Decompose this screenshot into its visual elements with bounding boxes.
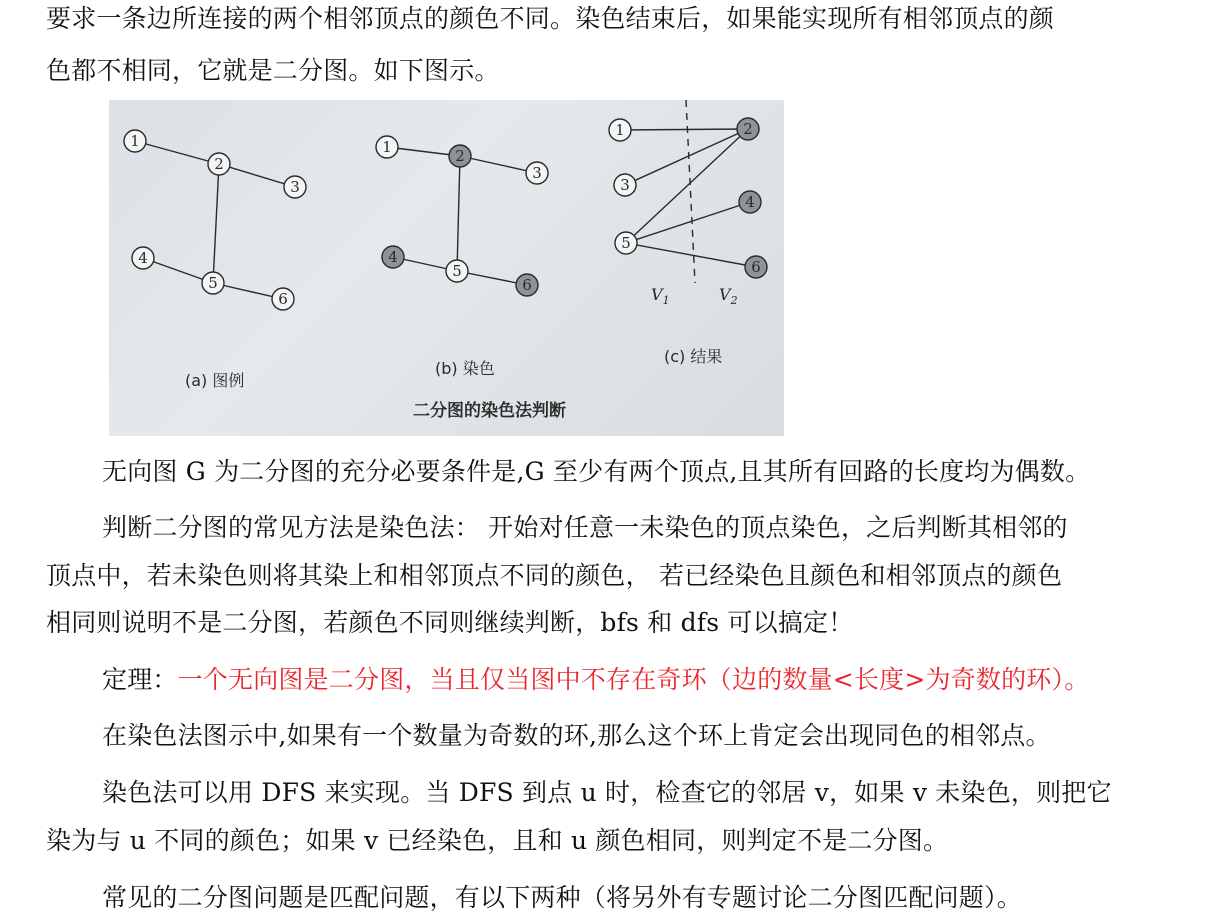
edge-c-1-2 [620,129,748,130]
paragraph-6-line-2: 染为与 u 不同的颜色；如果 v 已经染色，且和 u 颜色相同，则判定不是二分图。 [46,826,949,855]
edge-b-2-5 [457,156,460,271]
svg-text:2: 2 [214,155,224,173]
paragraph-3-line-1: 判断二分图的常见方法是染色法： 开始对任意一未染色的顶点染色，之后判断其相邻的 [102,513,1068,542]
vertex-c-3 [614,174,636,196]
vertex-b-5 [446,260,468,282]
svg-text:6: 6 [522,276,532,294]
paragraph-5: 在染色法图示中,如果有一个数量为奇数的环,那么这个环上肯定会出现同色的相邻点。 [102,721,1051,750]
svg-text:3: 3 [620,176,630,194]
vertex-a-4 [132,247,154,269]
svg-text:4: 4 [138,249,148,267]
svg-text:5: 5 [208,274,218,292]
figure-graphics [109,100,784,436]
partition-label-v2: $V_2$ [719,285,738,307]
figure-caption: 二分图的染色法判断 [413,401,566,421]
edge-c-5-2 [626,129,748,243]
svg-text:5: 5 [452,262,462,280]
paragraph-2: 无向图 G 为二分图的充分必要条件是,G 至少有两个顶点,且其所有回路的长度均为偶数。 [102,457,1091,486]
vertex-a-5 [202,272,224,294]
paragraph-4-theorem [102,664,1089,696]
vertex-c-2 [737,118,759,140]
partition-label-v1: $V_1$ [651,285,670,307]
svg-text:4: 4 [388,248,398,266]
vertex-c-5 [615,232,637,254]
paragraph-6-line-1: 染色法可以用 DFS 来实现。当 DFS 到点 u 时，检查它的邻居 v，如果 v 未染色，则把它 [102,778,1112,807]
vertex-b-6 [516,274,538,296]
svg-text:3: 3 [290,178,300,196]
paragraph-1-line-1: 要求一条边所连接的两个相邻顶点的颜色不同。染色结束后，如果能实现所有相邻顶点的颜 [46,4,1055,33]
theorem-prefix: 定理： [102,665,178,694]
svg-text:6: 6 [278,290,288,308]
paragraph-3-line-2: 顶点中，若未染色则将其染上和相邻顶点不同的颜色， 若已经染色且颜色和相邻顶点的颜色 [46,561,1063,590]
vertex-a-1 [124,130,146,152]
svg-text:1: 1 [382,138,392,156]
edge-c-5-4 [626,202,750,243]
svg-text:3: 3 [532,164,542,182]
paragraph-1-line-2: 色都不相同，它就是二分图。如下图示。 [46,56,500,85]
paragraph-3-line-3: 相同则说明不是二分图，若颜色不同则继续判断，bfs 和 dfs 可以搞定！ [46,608,854,637]
svg-text:1: 1 [130,132,140,150]
edge-b-2-3 [460,156,537,173]
vertex-b-3 [526,162,548,184]
vertex-c-1 [609,119,631,141]
vertex-b-2 [449,145,471,167]
vertex-c-6 [745,256,767,278]
svg-text:6: 6 [751,258,761,276]
vertex-b-4 [382,246,404,268]
bipartite-coloring-figure [109,100,784,436]
vertex-c-4 [739,191,761,213]
edge-a-2-3 [219,164,295,187]
panel-label-b: (b) 染色 [435,359,495,378]
paragraph-7: 常见的二分图问题是匹配问题，有以下两种（将另外有专题讨论二分图匹配问题）。 [102,883,1022,912]
svg-text:5: 5 [621,234,631,252]
vertex-a-2 [208,153,230,175]
edge-a-1-2 [135,141,219,164]
edge-c-5-6 [626,243,756,267]
panel-label-c: (c) 结果 [664,347,723,366]
svg-text:4: 4 [745,193,755,211]
vertex-b-1 [376,136,398,158]
svg-text:1: 1 [615,121,625,139]
vertex-a-3 [284,176,306,198]
edge-c-3-2 [625,129,748,185]
panel-label-a: (a) 图例 [185,371,245,390]
svg-text:2: 2 [743,120,753,138]
vertex-a-6 [272,288,294,310]
theorem-statement: 一个无向图是二分图，当且仅当图中不存在奇环（边的数量<长度>为奇数的环）。 [177,665,1090,694]
edge-a-2-5 [213,164,219,283]
svg-text:2: 2 [455,147,465,165]
